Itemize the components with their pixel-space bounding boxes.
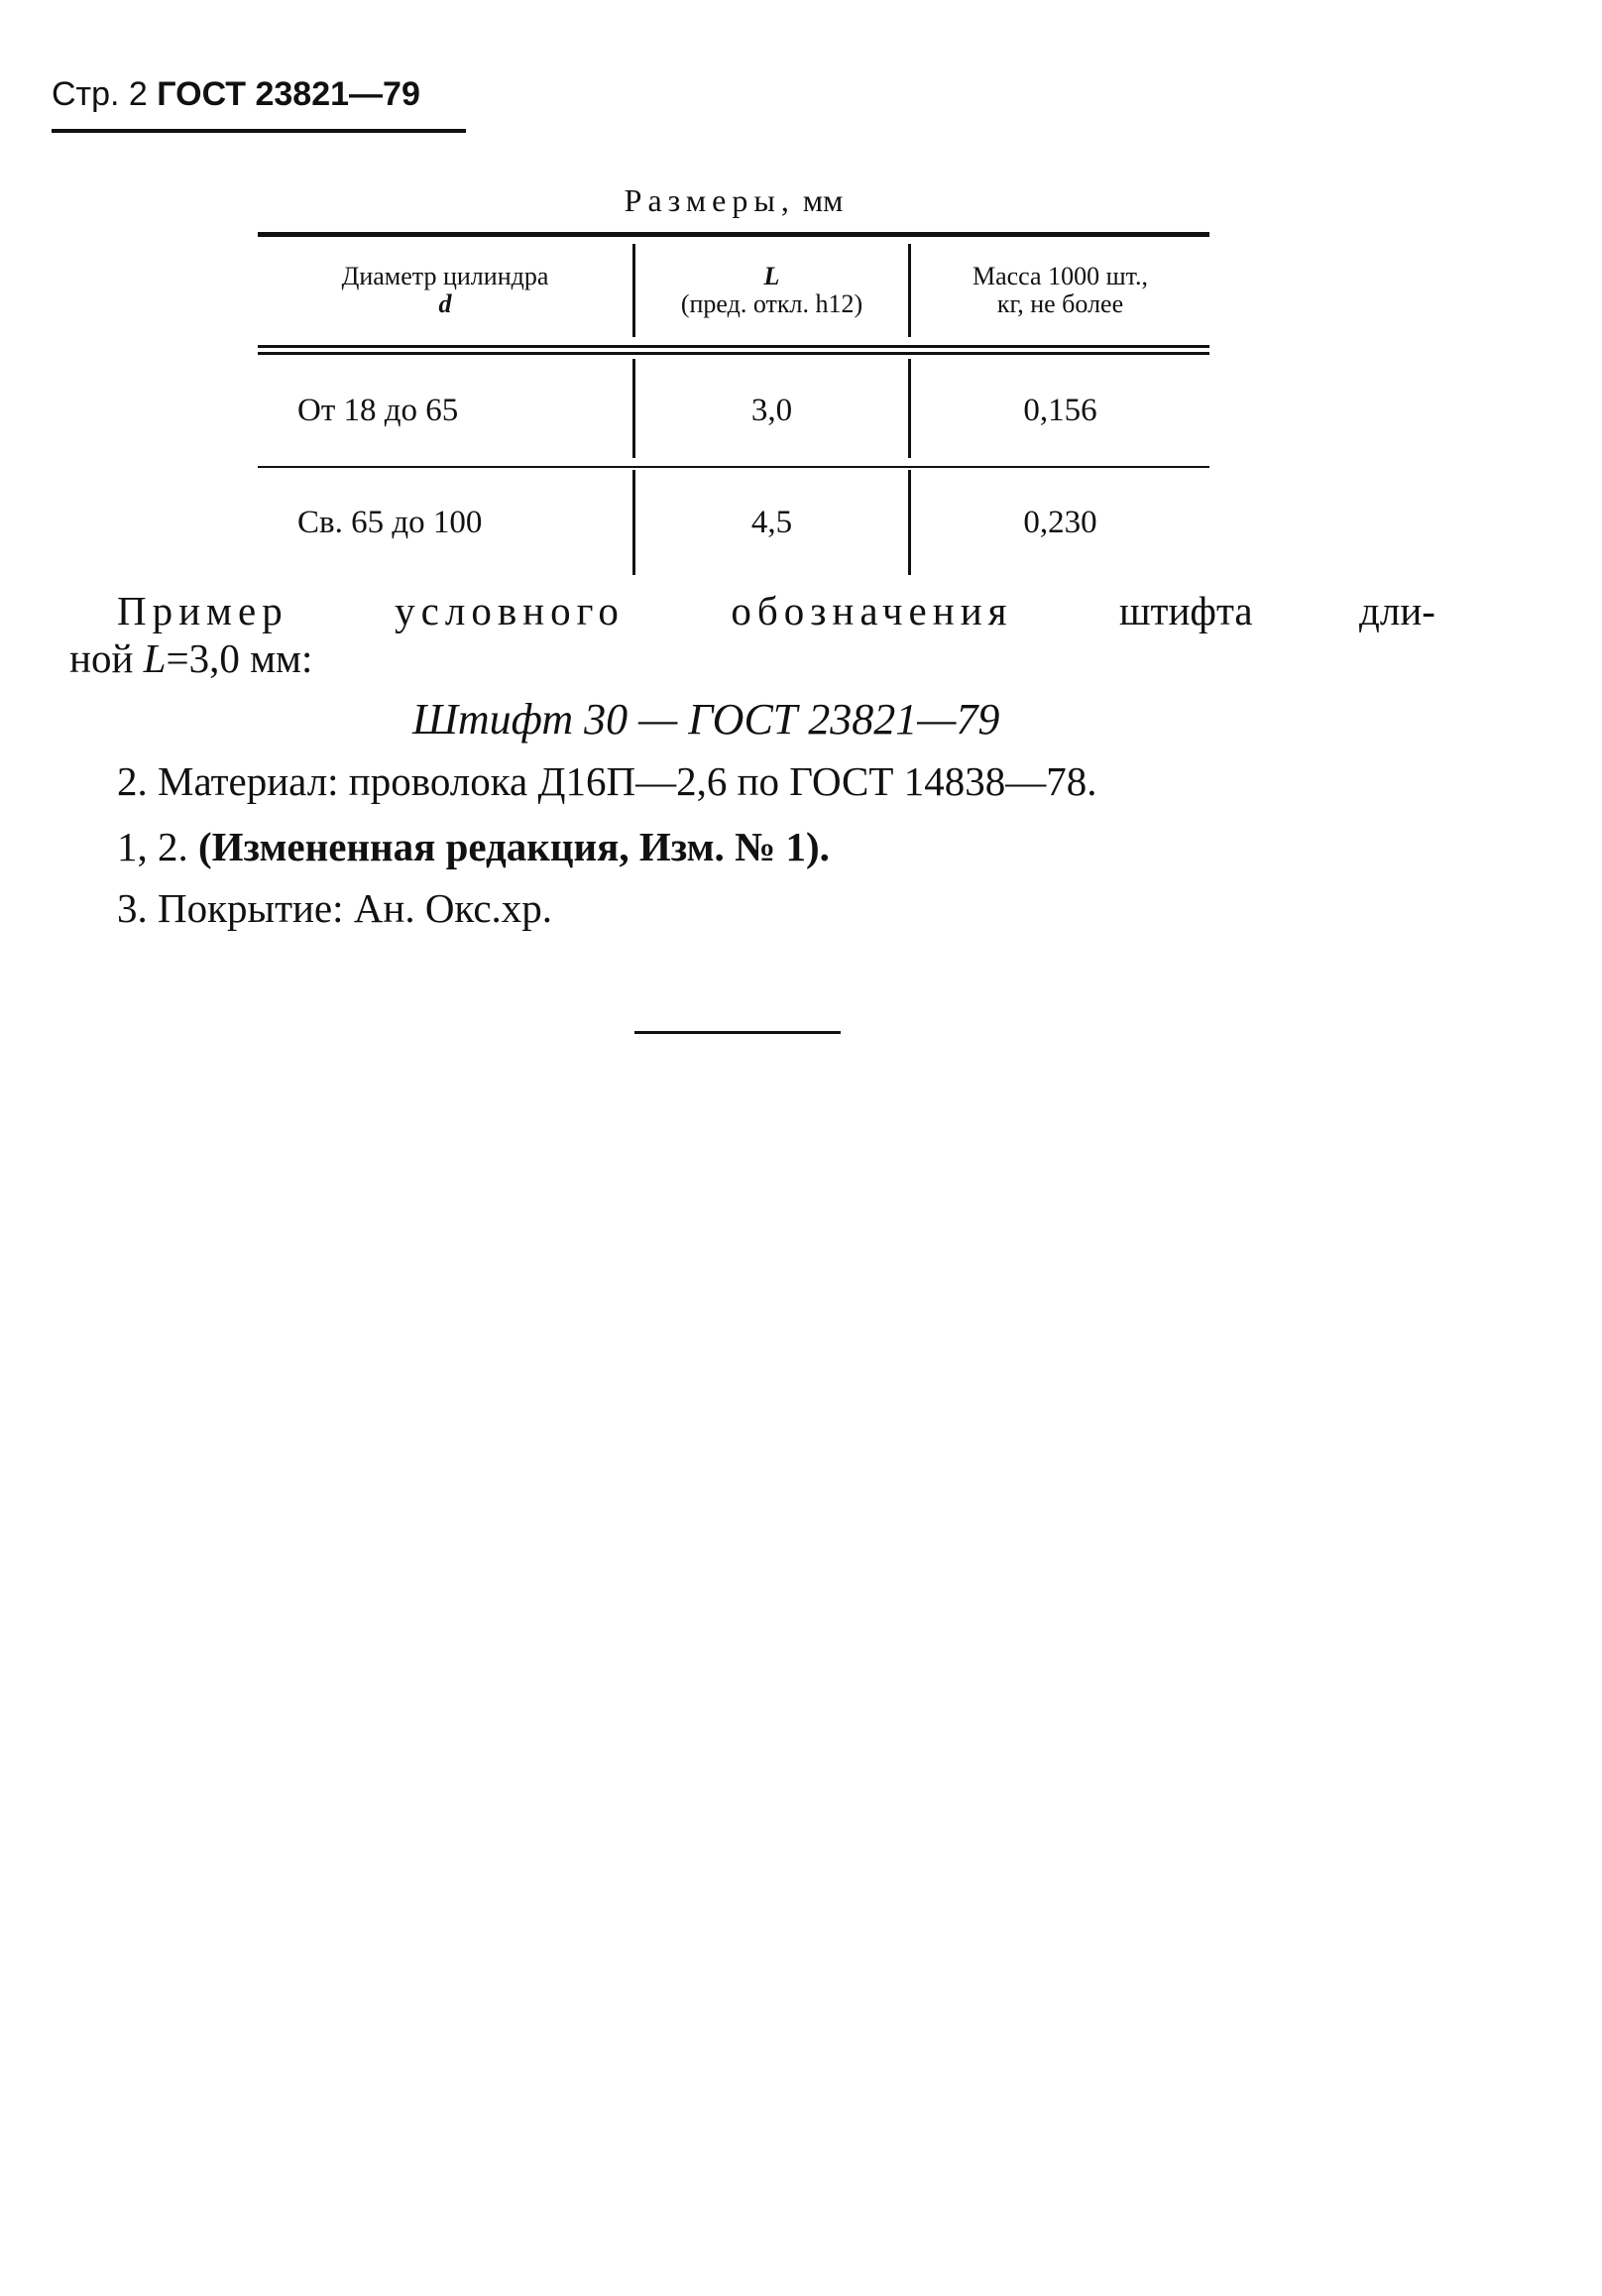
column-header-length-symbol: L: [763, 262, 780, 290]
table-cell-diameter: От 18 до 65: [297, 392, 459, 428]
example-paragraph: [117, 588, 1435, 633]
column-header-mass: [911, 242, 1209, 339]
column-header-diameter-title: Диаметр цилиндра: [341, 262, 549, 290]
clause-coating: 3. Покрытие: Ан. Окс.хр.: [117, 885, 553, 931]
table-cell-mass: 0,230: [1023, 504, 1097, 540]
clause-change-text: (Измененная редакция, Изм. № 1).: [198, 824, 830, 869]
example-line2-suffix: =3,0 мм:: [166, 635, 313, 681]
column-header-diameter-symbol: d: [438, 289, 452, 318]
example-word: дли-: [1359, 588, 1435, 633]
clause-material: 2. Материал: проволока Д16П—2,6 по ГОСТ 14838—78.: [117, 758, 1097, 804]
column-header-mass-line1: Масса 1000 шт.,: [972, 262, 1149, 290]
example-line-2: [69, 634, 312, 682]
table-header-rule-1: [258, 345, 1209, 348]
example-line-1: [117, 588, 1435, 633]
table-caption: [258, 182, 1209, 219]
table-caption-word: Размеры,: [624, 182, 795, 218]
column-header-length: [635, 242, 908, 339]
clause-change-note: [117, 823, 830, 870]
example-word: обозначения: [731, 588, 1013, 633]
column-header-diameter: [258, 242, 632, 339]
standard-number: ГОСТ 23821—79: [157, 75, 420, 113]
table-cell-length: 3,0: [750, 392, 793, 428]
page-header: [52, 75, 466, 133]
table-row-rule: [258, 466, 1209, 468]
example-word: штифта: [1118, 588, 1253, 633]
column-header-length-title: (пред. откл. h12): [680, 289, 863, 318]
page-number: Стр. 2: [52, 75, 148, 113]
dimensions-table: [258, 232, 1209, 575]
example-designation: Штифт 30 — ГОСТ 23821—79: [412, 695, 1000, 744]
column-header-mass-line2: кг, не более: [996, 289, 1124, 318]
table-top-rule: [258, 232, 1209, 237]
table-caption-unit: мм: [802, 182, 844, 218]
end-of-section-rule: [634, 1031, 841, 1034]
example-word: Пример: [117, 588, 288, 633]
table-cell-length: 4,5: [750, 504, 793, 540]
clause-change-prefix: 1, 2.: [117, 824, 188, 869]
example-line2-prefix: ной: [69, 635, 134, 681]
table-header-rule-2: [258, 352, 1209, 355]
example-word: условного: [395, 588, 625, 633]
example-line2-variable: L: [143, 635, 167, 681]
table-cell-mass: 0,156: [1023, 392, 1097, 428]
table-cell-diameter: Св. 65 до 100: [297, 504, 483, 540]
